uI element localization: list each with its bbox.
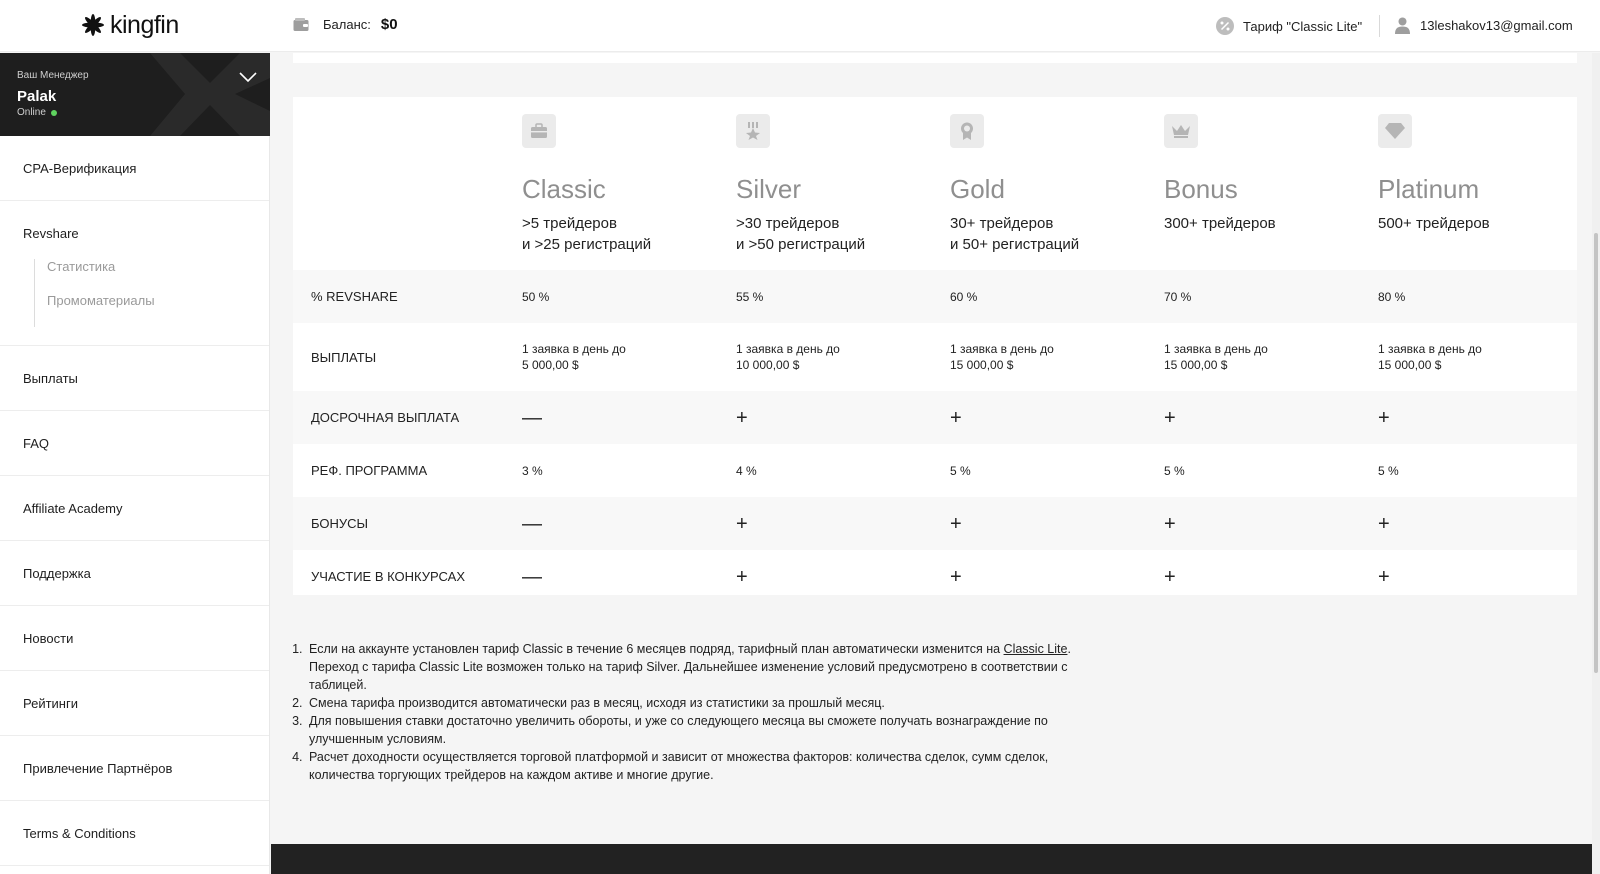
table-cell: + [1164, 406, 1176, 429]
sidebar-item-label: Revshare [23, 226, 79, 241]
tariff-label: Тариф "Classic Lite" [1243, 18, 1363, 34]
table-row-bonuses [293, 497, 1577, 550]
table-cell: — [522, 512, 542, 535]
header-divider [1379, 15, 1380, 37]
row-label: БОНУСЫ [311, 516, 369, 531]
table-cell: + [950, 512, 962, 535]
cell-line: 1 заявка в день до [950, 342, 1054, 356]
sidebar [0, 53, 270, 874]
cell-line: 15 000,00 $ [950, 358, 1014, 372]
sidebar-item-payouts[interactable] [0, 346, 269, 411]
tier-desc-line: 500+ трейдеров [1378, 215, 1490, 232]
tariff-link[interactable] [1216, 17, 1362, 35]
manager-status-text: Online [17, 107, 46, 118]
sidebar-item-label: FAQ [23, 435, 50, 451]
footnote: 4. Расчет доходности осуществляется торговой платформой и зависит от множества факторов: количества сделок, сумм сделок, количества торгующих трейдеров на каждом активе и многие другие. [306, 748, 1112, 784]
balance-value: $0 [380, 16, 398, 33]
footnote-text: . Переход с тарифа Classic Lite возможен только на тариф Silver. Дальнейшее изменение условий предусмотрено в соответствии с таблицей. [309, 642, 1071, 692]
footnote: 3. Для повышения ставки достаточно увеличить обороты, и уже со следующего месяца вы сможете получать вознаграждение по улучшенным условиям. [306, 712, 1112, 748]
tier-desc-line: >5 трейдеров [522, 215, 617, 232]
revshare-submenu [34, 259, 155, 327]
table-cell [1164, 341, 1268, 373]
sidebar-item-support[interactable] [0, 541, 269, 606]
cell-line: 10 000,00 $ [736, 358, 800, 372]
table-cell: — [522, 565, 542, 588]
classic-lite-link[interactable]: Classic Lite [1003, 642, 1068, 656]
main-content [272, 53, 1600, 874]
tier-desc-line: 300+ трейдеров [1164, 215, 1276, 232]
table-cell: — [522, 406, 542, 429]
table-row-early-payout [293, 391, 1577, 444]
table-row-revshare [293, 270, 1577, 323]
user-icon [1395, 17, 1410, 34]
table-cell: 4 % [736, 463, 757, 478]
sidebar-item-revshare[interactable] [0, 201, 269, 346]
table-cell: + [736, 565, 748, 588]
table-cell [736, 341, 840, 373]
row-label: % REVSHARE [311, 289, 398, 304]
row-label: УЧАСТИЕ В КОНКУРСАХ [311, 569, 465, 584]
sidebar-item-label: Terms & Conditions [23, 825, 136, 841]
footnote: 2. Смена тарифа производится автоматически раз в месяц, исходя из статистики за прошлый месяц. [306, 694, 1112, 712]
table-cell: + [736, 406, 748, 429]
manager-label: Ваш Менеджер [17, 70, 89, 81]
table-cell: 50 % [522, 289, 550, 304]
tier-desc [950, 213, 1079, 255]
sidebar-item-label: Привлечение Партнёров [23, 760, 173, 776]
table-cell: 5 % [950, 463, 971, 478]
balance [293, 16, 398, 33]
sidebar-item-faq[interactable] [0, 411, 269, 476]
sidebar-item-label: Affiliate Academy [23, 500, 123, 516]
table-cell: + [1164, 565, 1176, 588]
table-row-payouts [293, 323, 1577, 391]
table-cell: + [736, 512, 748, 535]
footnote [306, 640, 1112, 694]
tier-name: Silver [736, 174, 802, 204]
tier-desc-line: и 50+ регистраций [950, 236, 1080, 253]
table-row-ref-program [293, 444, 1577, 497]
sidebar-subitem-promo[interactable]: Промоматериалы [47, 293, 155, 308]
table-cell: 60 % [950, 289, 978, 304]
table-cell: + [950, 406, 962, 429]
cell-line: 15 000,00 $ [1378, 358, 1442, 372]
tier-desc-line: 30+ трейдеров [950, 215, 1054, 232]
award-icon [950, 114, 984, 148]
logo-text: kingfin [110, 10, 179, 39]
sidebar-nav [0, 136, 269, 866]
sidebar-item-cpa[interactable] [0, 136, 269, 201]
manager-name: Palak [17, 88, 57, 105]
tier-desc [522, 213, 651, 255]
sidebar-item-label: Поддержка [23, 565, 91, 581]
table-cell [522, 341, 626, 373]
table-cell: 55 % [736, 289, 764, 304]
tier-desc [1164, 213, 1276, 234]
sidebar-item-partners[interactable] [0, 736, 269, 801]
tariff-table [293, 97, 1577, 595]
crown-icon [1164, 114, 1198, 148]
table-cell: + [1378, 406, 1390, 429]
sidebar-item-label: Рейтинги [23, 695, 78, 711]
table-cell: 3 % [522, 463, 543, 478]
tier-name: Bonus [1164, 174, 1238, 204]
scrollbar-thumb[interactable] [1594, 233, 1598, 673]
tier-name: Gold [950, 174, 1005, 204]
footnote-text: Если на аккаунте установлен тариф Classic в течение 6 месяцев подряд, тарифный план автоматически изменится на [309, 642, 1001, 656]
table-cell: + [950, 565, 962, 588]
tier-desc-line: >30 трейдеров [736, 215, 840, 232]
scrollbar[interactable] [1592, 53, 1600, 874]
cell-line: 5 000,00 $ [522, 358, 579, 372]
logo-star-icon [80, 12, 106, 38]
cell-line: 1 заявка в день до [522, 342, 626, 356]
table-cell [950, 341, 1054, 373]
tier-desc [1378, 213, 1490, 234]
tier-desc-line: и >50 регистраций [736, 236, 866, 253]
footnotes [292, 640, 1112, 784]
cell-line: 1 заявка в день до [736, 342, 840, 356]
table-cell: + [1378, 512, 1390, 535]
briefcase-icon [522, 114, 556, 148]
manager-status [17, 107, 57, 118]
table-cell: 80 % [1378, 289, 1406, 304]
row-label: РЕФ. ПРОГРАММА [311, 463, 428, 478]
online-dot-icon [51, 110, 57, 116]
tier-name: Platinum [1378, 174, 1480, 204]
top-card [293, 53, 1577, 63]
star-medal-icon [736, 114, 770, 148]
sidebar-item-news[interactable] [0, 606, 269, 671]
tier-desc-line: и >25 регистраций [522, 236, 652, 253]
tier-name: Classic [522, 174, 606, 204]
kingfin-logo[interactable] [80, 12, 179, 38]
cell-line: 1 заявка в день до [1164, 342, 1268, 356]
sidebar-item-label: Новости [23, 630, 74, 646]
balance-label: Баланс: [323, 17, 371, 32]
manager-card[interactable] [0, 53, 270, 136]
wallet-icon [293, 18, 309, 32]
sidebar-item-label: Выплаты [23, 370, 78, 386]
user-menu[interactable] [1395, 17, 1573, 34]
table-cell: 70 % [1164, 289, 1192, 304]
tier-desc [736, 213, 865, 255]
row-label: ВЫПЛАТЫ [311, 349, 377, 365]
table-row-contests [293, 550, 1577, 603]
row-label: ДОСРОЧНАЯ ВЫПЛАТА [311, 410, 460, 425]
chevron-down-icon[interactable] [238, 71, 258, 83]
sidebar-subitem-statistics[interactable]: Статистика [47, 259, 116, 274]
user-email: 13leshakov13@gmail.com [1420, 18, 1573, 33]
percent-icon [1216, 17, 1234, 35]
table-cell: + [1164, 512, 1176, 535]
sidebar-item-label: CPA-Верификация [23, 160, 137, 176]
sidebar-item-academy[interactable] [0, 476, 269, 541]
table-cell: + [1378, 565, 1390, 588]
cell-line: 15 000,00 $ [1164, 358, 1228, 372]
sidebar-item-terms[interactable] [0, 801, 269, 866]
diamond-icon [1378, 114, 1412, 148]
table-cell: 5 % [1378, 463, 1399, 478]
sidebar-item-ratings[interactable] [0, 671, 269, 736]
manager-bg-pattern-icon [140, 53, 270, 136]
top-header [0, 0, 1600, 52]
table-cell: 5 % [1164, 463, 1185, 478]
table-cell [1378, 341, 1482, 373]
page-footer [271, 844, 1600, 874]
cell-line: 1 заявка в день до [1378, 342, 1482, 356]
